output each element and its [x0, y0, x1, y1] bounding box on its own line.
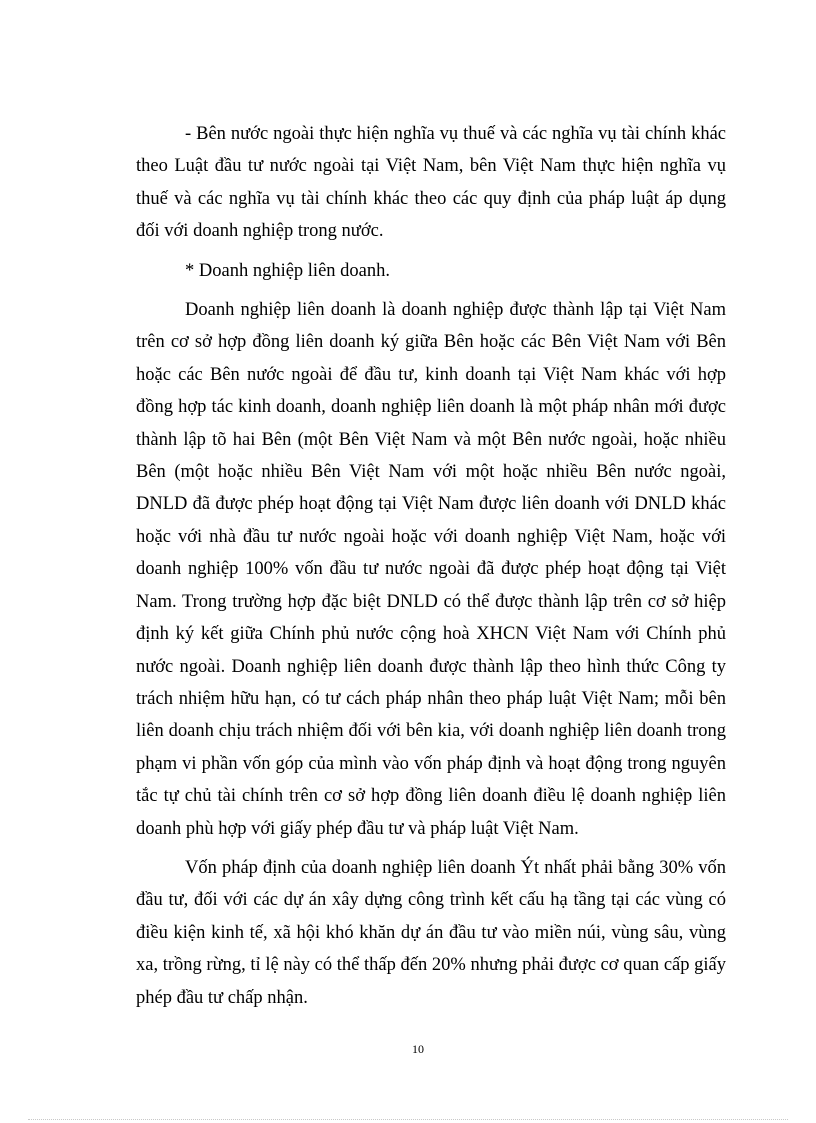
paragraph-joint-venture-definition: Doanh nghiệp liên doanh là doanh nghiệp được thành lập tại Việt Nam trên cơ sở hợp đồng liên doanh ký giữa Bên hoặc các Bên Việt Nam với Bên hoặc các Bên nước ngoài để đầu tư, kinh doanh tại Việt Nam khác với hợp đồng hợp tác kinh doanh, doanh nghiệp liên doanh là một pháp nhân mới được thành lập tõ hai Bên (một Bên Việt Nam và một Bên nước ngoài, hoặc nhiều Bên (một hoặc nhiều Bên Việt Nam với một hoặc nhiều Bên nước ngoài, DNLD đã được phép hoạt động tại Việt Nam được liên doanh với DNLD khác hoặc với nhà đầu tư nước ngoài hoặc với doanh nghiệp Việt Nam, hoặc với doanh nghiệp 100% vốn đầu tư nước ngoài đã được phép hoạt động tại Việt Nam. Trong trường hợp đặc biệt DNLD có thể được thành lập trên cơ sở hiệp định ký kết giữa Chính phủ nước cộng hoà XHCN Việt Nam với Chính phủ nước ngoài. Doanh nghiệp liên doanh được thành lập theo hình thức Công ty trách nhiệm hữu hạn, có tư cách pháp nhân theo pháp luật Việt Nam; mỗi bên liên doanh chịu trách nhiệm đối với bên kia, với doanh nghiệp liên doanh trong phạm vi phần vốn góp của mình vào vốn pháp định và hoạt động trong nguyên tắc tự chủ tài chính trên cơ sở hợp đồng liên doanh điều lệ doanh nghiệp liên doanh phù hợp với giấy phép đầu tư và pháp luật Việt Nam. [136, 300, 726, 839]
document-body [136, 118, 726, 1014]
paragraph-spacer [136, 287, 726, 294]
paragraph-legal-capital: Vốn pháp định của doanh nghiệp liên doanh Ýt nhất phải bằng 30% vốn đầu tư, đối với các dự án xây dựng công trình kết cấu hạ tầng tại các vùng có điều kiện kinh tế, xã hội khó khăn dự án đầu tư vào miền núi, vùng sâu, vùng xa, trồng rừng, tỉ lệ này có thể thấp đến 20% nhưng phải được cơ quan cấp giấy phép đầu tư chấp nhận. [136, 857, 726, 1008]
page-number: 10 [412, 1042, 424, 1056]
page-bottom-divider [28, 1119, 788, 1120]
paragraph-spacer [136, 248, 726, 255]
paragraph-tax-obligations: - Bên nước ngoài thực hiện nghĩa vụ thuế và các nghĩa vụ tài chính khác theo Luật đầu tư nước ngoài tại Việt Nam, bên Việt Nam thực hiện nghĩa vụ thuế và các nghĩa vụ tài chính khác theo các quy định của pháp luật áp dụng đối với doanh nghiệp trong nước. [136, 124, 726, 242]
section-heading-joint-venture: * Doanh nghiệp liên doanh. [185, 260, 390, 281]
paragraph-spacer [136, 845, 726, 852]
